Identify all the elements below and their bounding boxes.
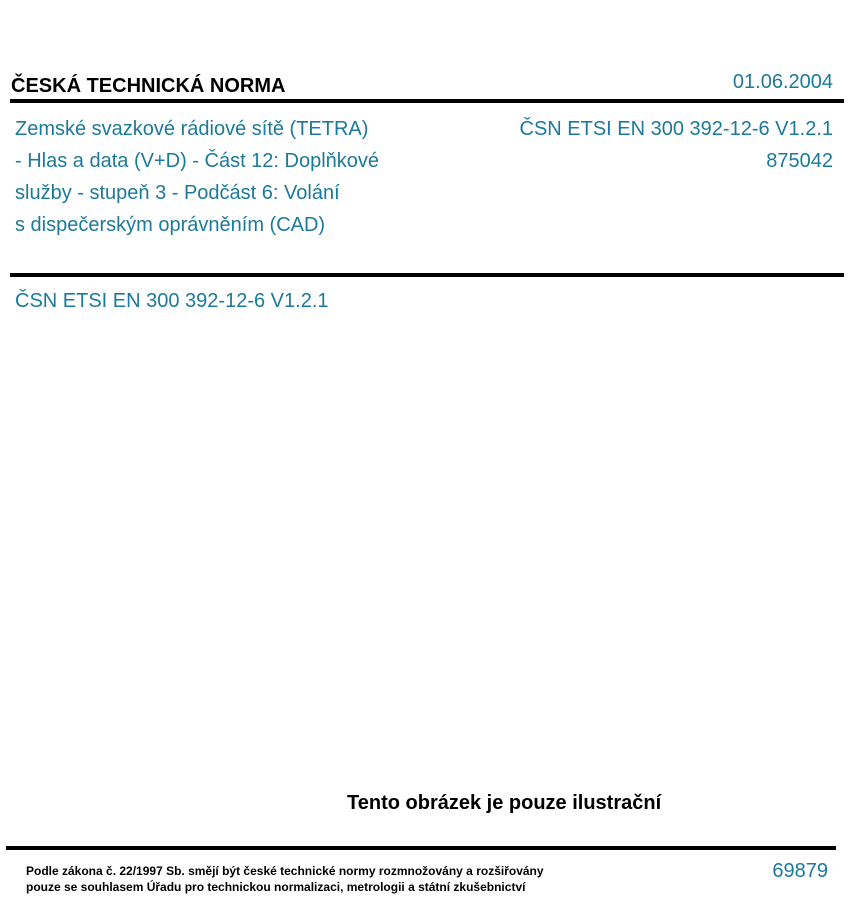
footer-divider — [6, 846, 836, 850]
legal-notice — [26, 863, 544, 895]
page-number: 69879 — [772, 860, 828, 882]
title-line: s dispečerským oprávněním (CAD) — [15, 214, 326, 236]
class-number: 875042 — [766, 150, 833, 172]
illustrative-note: Tento obrázek je pouze ilustrační — [347, 792, 662, 814]
legal-line: pouze se souhlasem Úřadu pro technickou normalizaci, metrologii a státní zkušebnictví — [26, 880, 526, 894]
title-line: - Hlas a data (V+D) - Část 12: Doplňkové — [15, 150, 380, 172]
standard-code: ČSN ETSI EN 300 392-12-6 V1.2.1 — [519, 118, 833, 140]
publication-date: 01.06.2004 — [732, 71, 833, 93]
header-divider — [10, 99, 844, 103]
norm-label: ČESKÁ TECHNICKÁ NORMA — [11, 75, 286, 97]
title-line: Zemské svazkové rádiové sítě (TETRA) — [15, 118, 369, 140]
document-title — [15, 113, 435, 241]
legal-line: Podle zákona č. 22/1997 Sb. smějí být české technické normy rozmnožovány a rozšiřovány — [26, 864, 544, 878]
standard-id: ČSN ETSI EN 300 392-12-6 V1.2.1 — [15, 290, 329, 312]
section-divider — [10, 273, 844, 277]
classification-block — [520, 113, 834, 177]
title-line: služby - stupeň 3 - Podčást 6: Volání — [15, 182, 340, 204]
